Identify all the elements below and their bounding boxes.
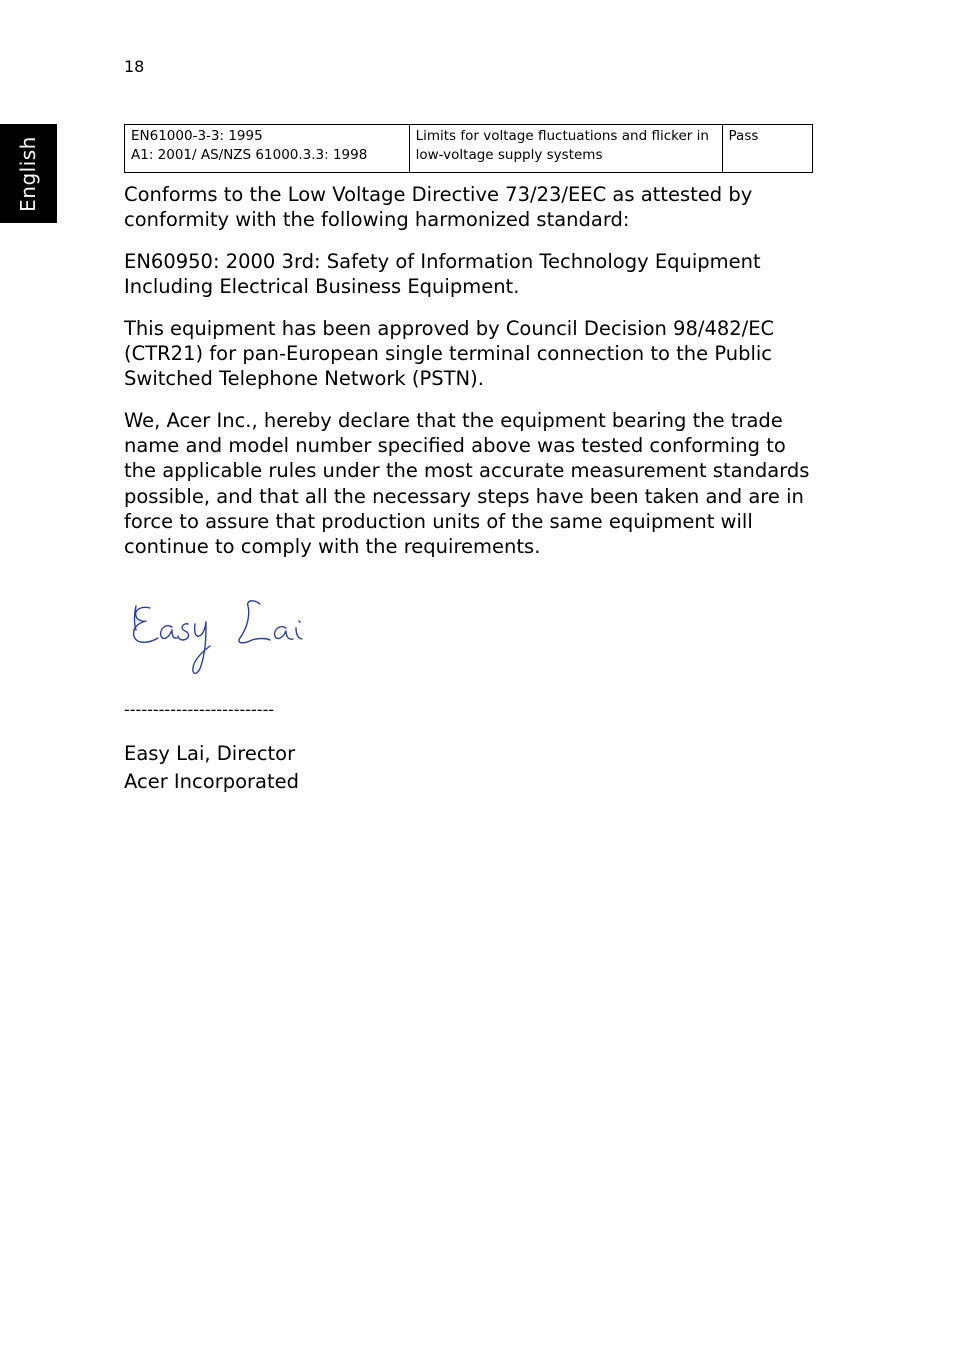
paragraph-approval: This equipment has been approved by Council Decision 98/482/EC (CTR21) for pan-European single terminal connection to the Public Switched Telephone Network (PSTN). xyxy=(124,316,775,391)
description-cell xyxy=(409,125,722,173)
language-side-tab xyxy=(0,124,57,223)
signature-separator: -------------------------- xyxy=(124,700,275,719)
table-row xyxy=(125,125,813,173)
paragraph-declaration: We, Acer Inc., hereby declare that the equipment bearing the trade name and model number specified above was tested conforming to the applicable rules under the most accurate measurement standards possible, and that all the necessary steps have been taken and are in force to assure that production units of the same equipment will continue to comply with the requirements. xyxy=(124,408,810,558)
signer-company: Acer Incorporated xyxy=(124,770,300,793)
signer-name-title: Easy Lai, Director xyxy=(124,742,296,765)
standard-line: A1: 2001/ AS/NZS 61000.3.3: 1998 xyxy=(131,147,368,163)
description-line: Limits for voltage fluctuations and flicker in xyxy=(415,128,709,144)
language-side-tab-label: English xyxy=(16,136,40,212)
handwritten-signature xyxy=(128,592,313,684)
paragraph-conformity: Conforms to the Low Voltage Directive 73/23/EEC as attested by conformity with the following harmonized standard: xyxy=(124,183,753,232)
description-line: low-voltage supply systems xyxy=(415,147,603,163)
declaration-text xyxy=(124,182,814,576)
result-cell: Pass xyxy=(722,125,812,173)
signer-block xyxy=(124,740,299,796)
paragraph-standard: EN60950: 2000 3rd: Safety of Information Technology Equipment Including Electrical Business Equipment. xyxy=(124,249,761,299)
page-number: 18 xyxy=(124,57,145,76)
standard-cell xyxy=(125,125,410,173)
standards-table xyxy=(124,124,813,173)
standard-line: EN61000-3-3: 1995 xyxy=(131,128,263,144)
